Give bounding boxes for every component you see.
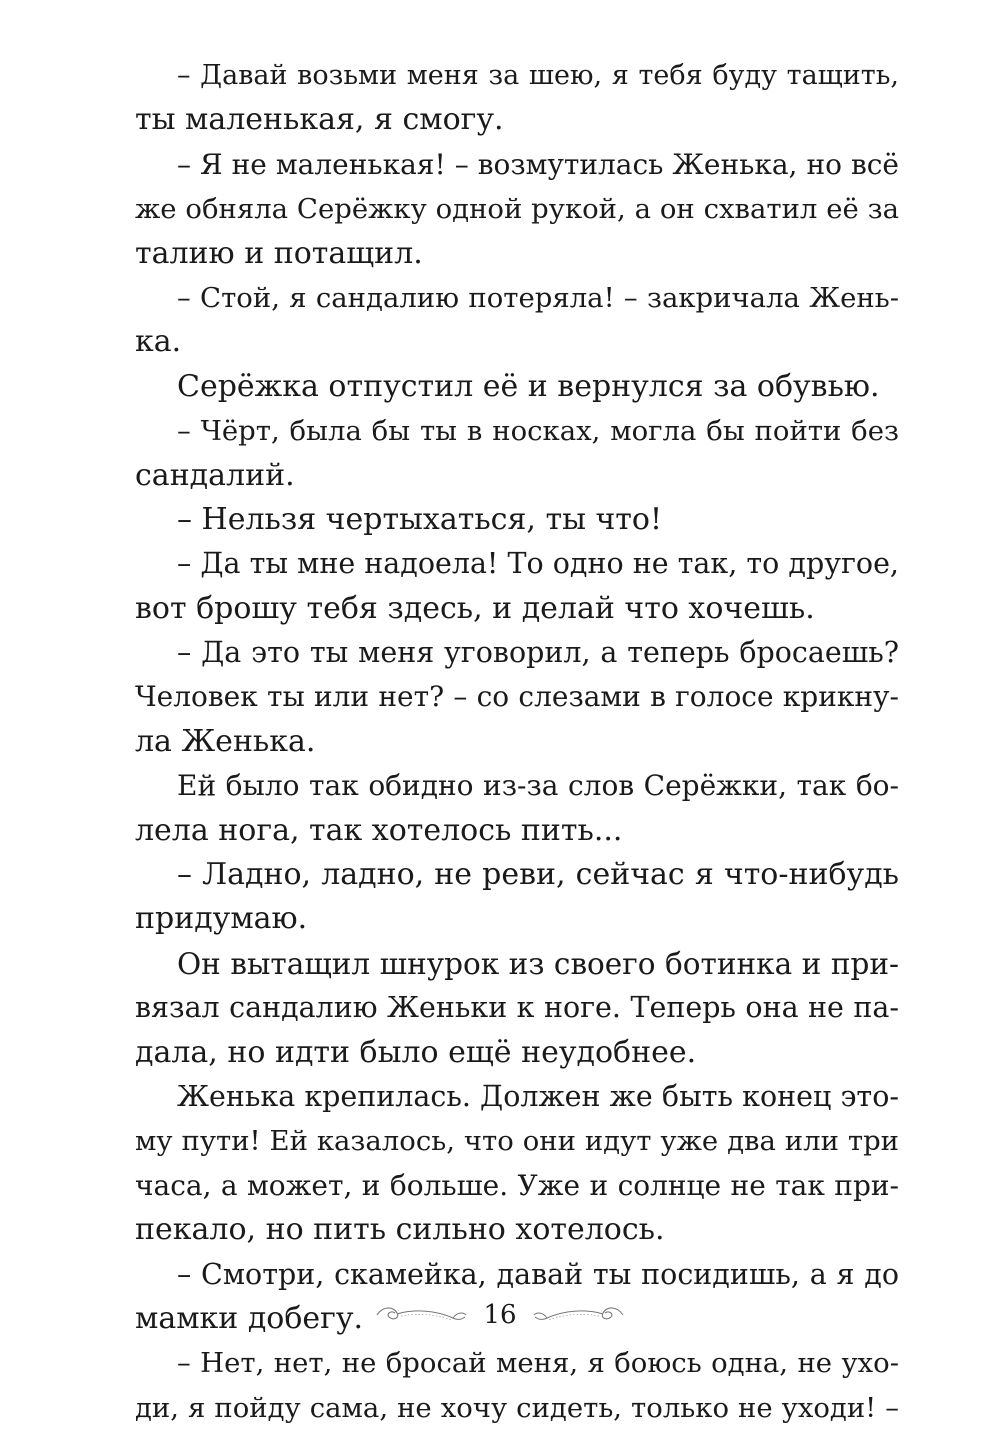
text-line: лела нога, так хотелось пить... — [135, 812, 623, 848]
text-line: ка. — [135, 324, 182, 360]
text-line: мамки добегу. — [135, 1300, 364, 1336]
text-line: Человек ты или нет? – со слезами в голосе крикну- — [135, 680, 899, 714]
text-line: придумаю. — [135, 901, 308, 937]
text-line: – Давай возьми меня за шею, я тебя буду тащить, — [177, 60, 899, 91]
text-line: – Чёрт, была бы ты в носках, могла бы пойти без — [177, 415, 899, 448]
text-line: Серёжка отпустил её и вернулся за обувью. — [177, 368, 880, 404]
text-line: – Ладно, ладно, не реви, сейчас я что-нибудь — [177, 857, 899, 893]
text-line: ты маленькая, я смогу. — [135, 102, 504, 138]
text-line: му пути! Ей казалось, что они идут уже два или три — [135, 1125, 899, 1158]
text-line: часа, а может, и больше. Уже и солнце не так при- — [135, 1168, 899, 1202]
body-text — [135, 54, 899, 1430]
page-number: 16 — [483, 1300, 517, 1330]
text-line: вот брошу тебя здесь, и делай что хочешь. — [135, 590, 815, 626]
text-line: – Стой, я сандалию потеряла! – закричала Жень- — [177, 281, 899, 314]
text-line: – Я не маленькая! – возмутилась Женька, но всё — [177, 147, 899, 181]
text-line: дала, но идти было ещё неудобнее. — [135, 1034, 697, 1070]
right-flourish-icon — [531, 1300, 627, 1330]
text-line: – Да это ты меня уговорил, а теперь бросаешь? — [177, 636, 899, 670]
text-line: пекало, но пить сильно хотелось. — [135, 1212, 665, 1248]
text-line: – Да ты мне надоела! То одно не так, то другое, — [177, 547, 899, 581]
text-line: ла Женька. — [135, 723, 316, 759]
text-line: Женька крепилась. Должен же быть конец это- — [177, 1079, 899, 1113]
text-line: же обняла Серёжку одной рукой, а он схватил её за — [135, 193, 899, 226]
left-flourish-icon — [373, 1300, 469, 1330]
text-line: – Нельзя чертыхаться, ты что! — [177, 501, 663, 537]
text-line: ди, я пойду сама, не хочу сидеть, только не уходи! – — [135, 1391, 899, 1424]
text-line: Ей было так обидно из-за слов Серёжки, так бо- — [177, 769, 899, 803]
text-line: Он вытащил шнурок из своего ботинка и при- — [177, 946, 899, 981]
text-line: – Нет, нет, не бросай меня, я боюсь одна, не ухо- — [177, 1347, 899, 1380]
text-line: вязал сандалию Женьки к ноге. Теперь она не па- — [135, 991, 899, 1025]
text-line: сандалий. — [135, 457, 295, 493]
page-footer — [0, 1290, 1000, 1340]
text-line: – Смотри, скамейка, давай ты посидишь, а я до — [177, 1257, 899, 1291]
text-line: талию и потащил. — [135, 235, 423, 271]
